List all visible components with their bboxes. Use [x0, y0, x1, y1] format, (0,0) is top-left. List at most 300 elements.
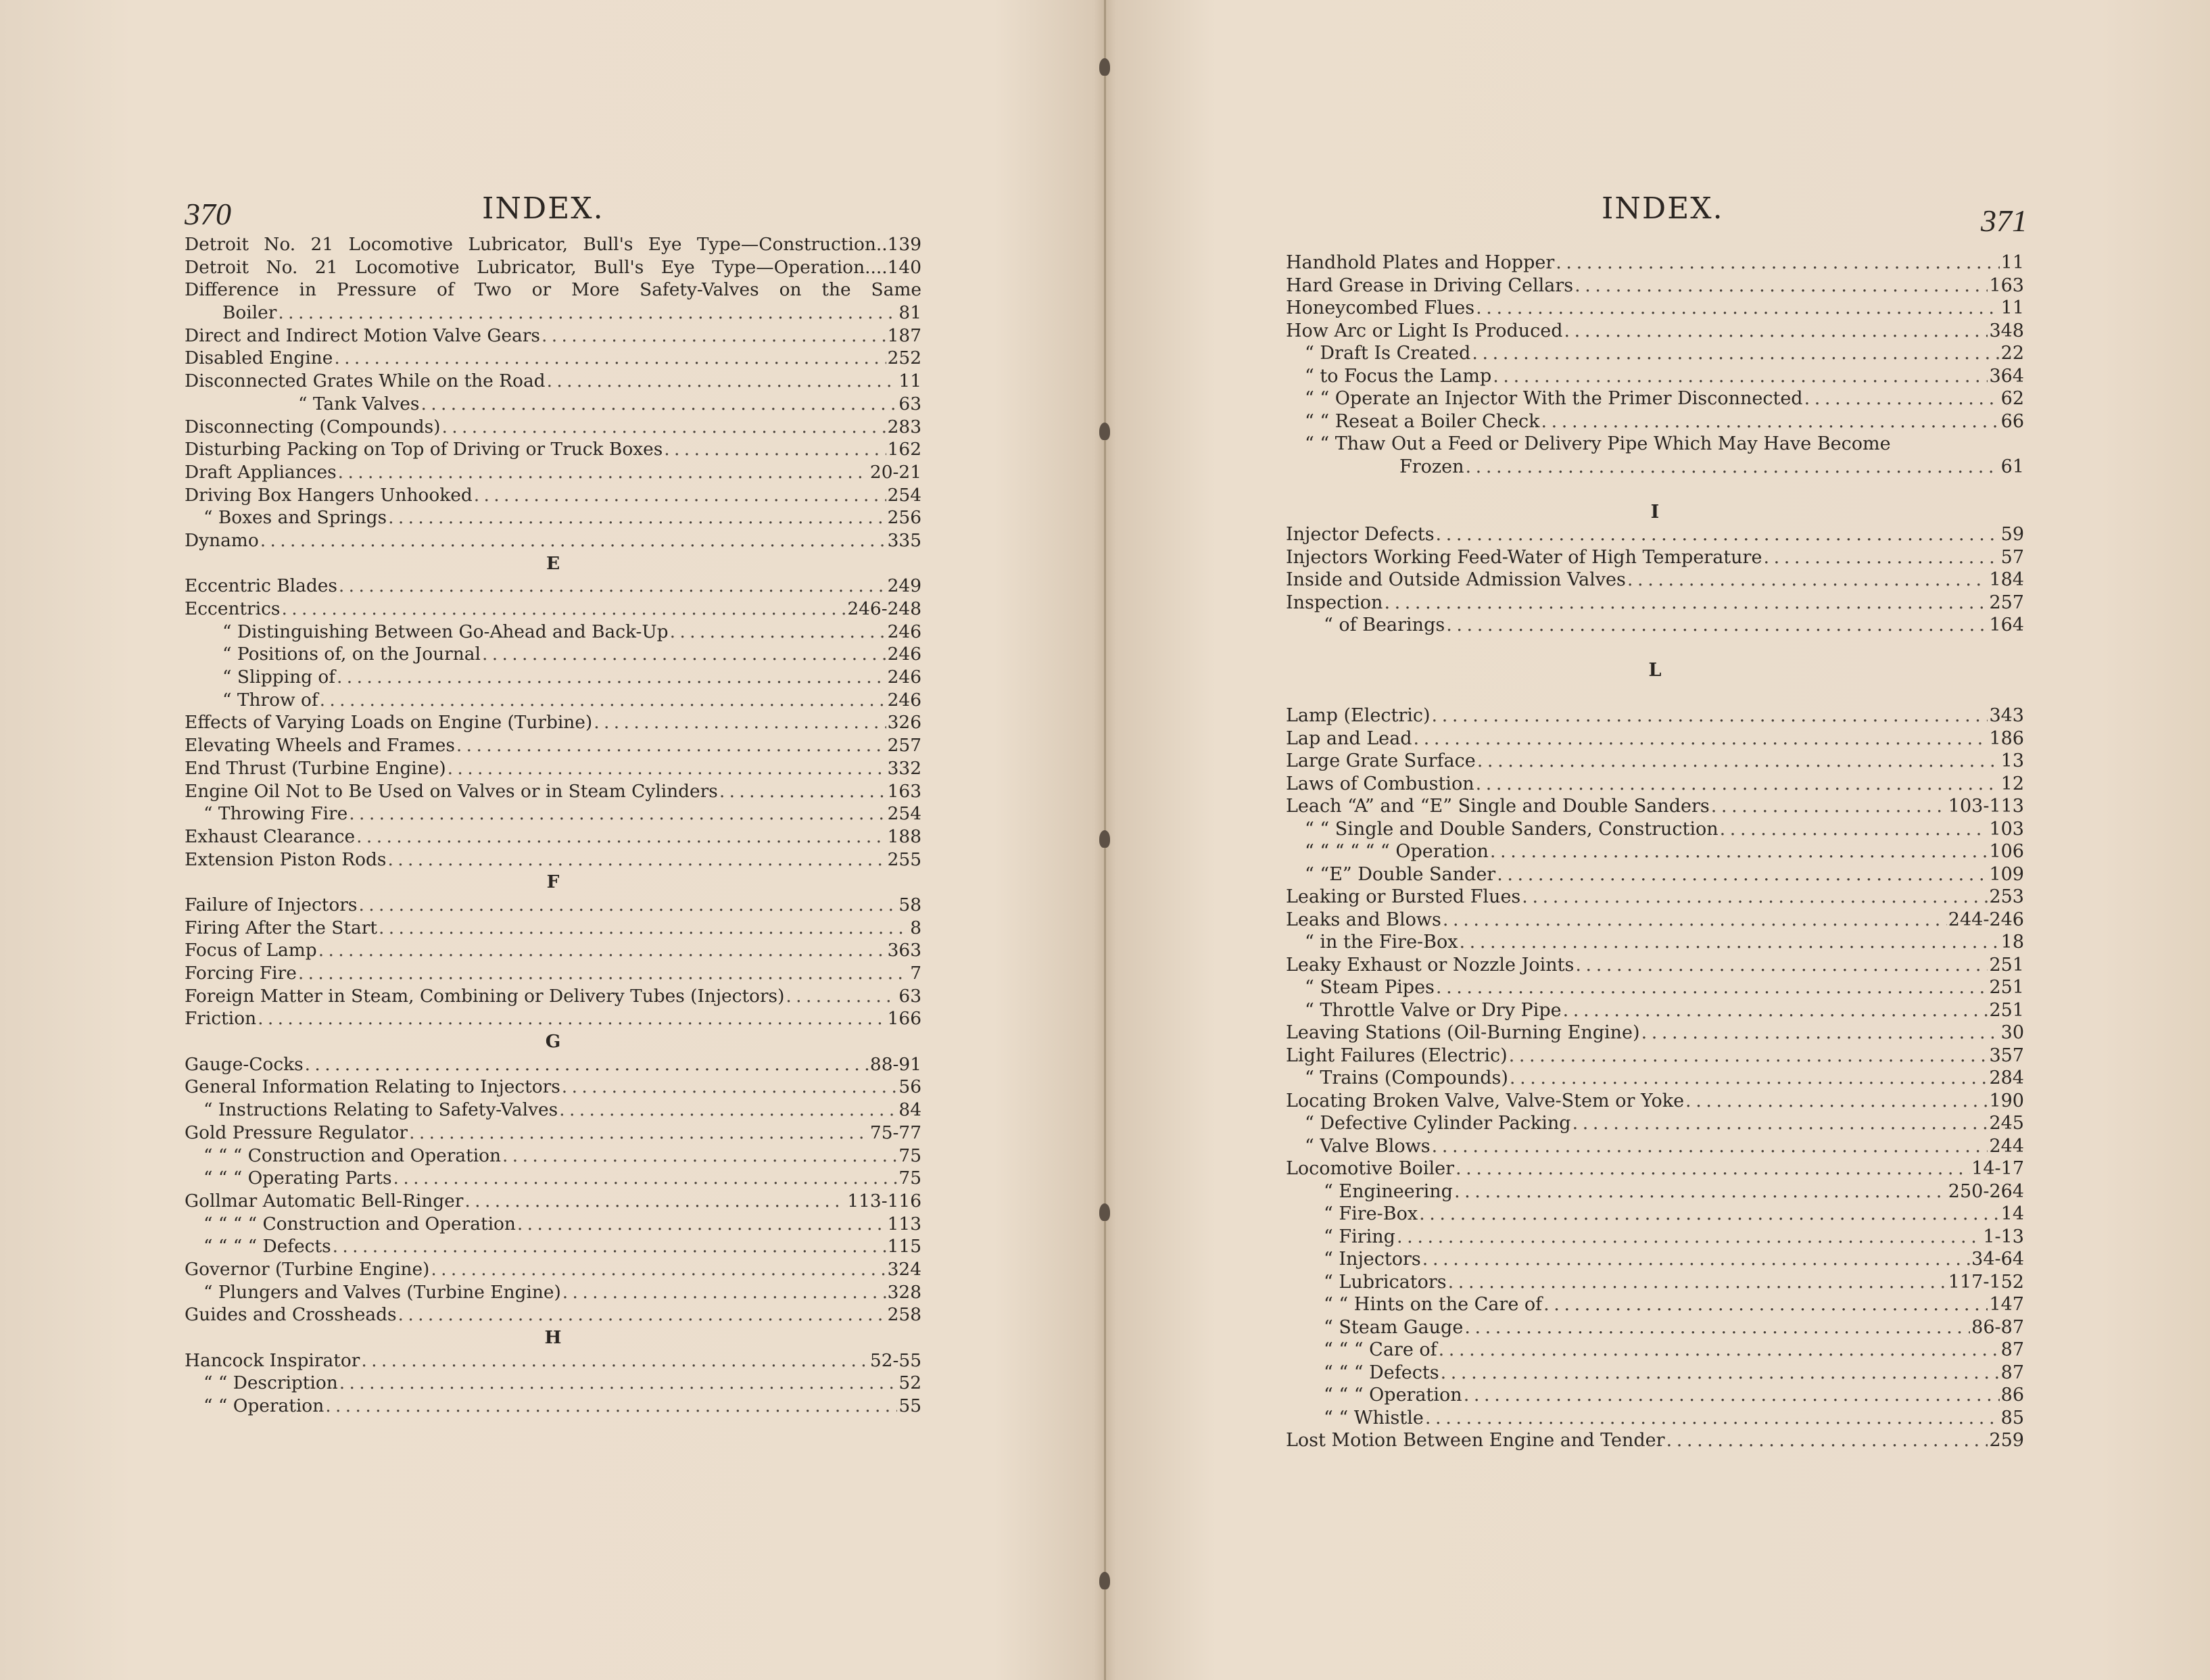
- leader-dots: [387, 848, 886, 871]
- index-entry: [185, 325, 921, 347]
- entry-text: “ “ “ Defects: [1324, 1362, 1439, 1383]
- leader-dots: [318, 939, 886, 962]
- index-entry: [1286, 433, 2024, 456]
- index-entry: [1286, 1022, 2024, 1045]
- index-entry: [185, 461, 921, 484]
- index-entry: [185, 575, 921, 598]
- index-entry: [185, 1303, 921, 1326]
- entry-text: Disconnected Grates While on the Road: [185, 370, 546, 392]
- index-entry: [185, 438, 921, 461]
- page-reference: 30: [2000, 1022, 2024, 1043]
- entry-text: “ “ “ Construction and Operation: [203, 1145, 502, 1166]
- index-entry: [1286, 886, 2024, 909]
- page-reference: 52: [898, 1372, 921, 1394]
- leader-dots: [1627, 569, 1988, 592]
- page-reference: 251: [1989, 977, 2024, 998]
- entry-text: Governor (Turbine Engine): [185, 1258, 430, 1280]
- entry-text: Honeycombed Flues: [1286, 297, 1475, 318]
- leader-dots: [1436, 976, 1988, 999]
- leader-dots: [594, 711, 886, 734]
- entry-text: Eccentric Blades: [185, 575, 337, 597]
- leader-dots: [1543, 1293, 1988, 1316]
- leader-dots: [1456, 1157, 1970, 1180]
- page-reference: 256: [887, 507, 921, 529]
- page-reference: 332: [887, 757, 921, 779]
- section-letter: E: [546, 552, 560, 574]
- index-entry: [1286, 1271, 2024, 1294]
- page-reference: 62: [2000, 388, 2024, 409]
- leader-dots: [1422, 1248, 1970, 1271]
- entry-text: Leaks and Blows: [1286, 909, 1441, 930]
- page-reference: 246-248: [847, 598, 921, 619]
- page-reference: 253: [1989, 886, 2024, 907]
- entry-text: “ Steam Pipes: [1305, 977, 1435, 998]
- entry-text: “ “ “ Operation: [1324, 1385, 1462, 1406]
- page-reference: 163: [887, 780, 921, 802]
- index-entry: [1286, 1248, 2024, 1271]
- page-reference: 250-264: [1948, 1180, 2024, 1202]
- page-title: INDEX.: [1602, 191, 1724, 226]
- leader-dots: [388, 506, 886, 529]
- leader-dots: [260, 529, 886, 552]
- page-reference: 63: [898, 985, 921, 1007]
- index-entry: [185, 1099, 921, 1122]
- entry-text: “ Plungers and Valves (Turbine Engine): [203, 1281, 561, 1303]
- leader-dots: [1476, 297, 2000, 320]
- leader-dots: [1804, 387, 2000, 410]
- index-entry: [1286, 546, 2024, 569]
- index-entry: [1286, 795, 2024, 818]
- page-reference: 11: [2000, 297, 2024, 318]
- entry-text: “ Slipping of: [222, 667, 336, 688]
- leader-dots: [1497, 863, 1988, 886]
- page-reference: 86: [2000, 1385, 2024, 1406]
- page-number: 371: [1981, 203, 2027, 238]
- entry-text: Hancock Inspirator: [185, 1349, 360, 1371]
- entry-text: “ to Focus the Lamp: [1305, 365, 1492, 387]
- page-reference: 251: [1989, 954, 2024, 976]
- entry-text: Eccentrics: [185, 598, 281, 619]
- leader-dots: [562, 1281, 886, 1304]
- leader-dots: [258, 1007, 886, 1030]
- index-entry: [1286, 1203, 2024, 1226]
- entry-text: “ Valve Blows: [1305, 1135, 1431, 1157]
- leader-dots: [325, 1395, 897, 1418]
- index-entry: [1286, 274, 2024, 297]
- page-reference: 246: [887, 689, 921, 711]
- entry-text: Driving Box Hangers Unhooked: [185, 484, 473, 506]
- entry-text: “ “ Single and Double Sanders, Construction: [1305, 818, 1719, 840]
- index-entry: [1286, 456, 2024, 479]
- leader-dots: [361, 1349, 869, 1372]
- page-reference: 335: [887, 529, 921, 551]
- index-entry: [185, 780, 921, 803]
- leader-dots: [1446, 614, 1988, 637]
- entry-text: “ Trains (Compounds): [1305, 1067, 1508, 1088]
- index-entry: [1286, 818, 2024, 841]
- page-reference: 186: [1989, 727, 2024, 749]
- leader-dots: [1541, 410, 1999, 433]
- leader-dots: [1476, 773, 2000, 796]
- entry-text: “ Fire-Box: [1324, 1203, 1418, 1224]
- entry-text: “ “ Operate an Injector With the Primer Disconnected: [1305, 388, 1803, 409]
- page-reference: 75: [898, 1168, 921, 1189]
- leader-dots: [482, 643, 886, 666]
- page-reference: 109: [1989, 863, 2024, 885]
- page-reference: 55: [898, 1395, 921, 1417]
- entry-text: Large Grate Surface: [1286, 750, 1476, 771]
- entry-text: “ “ “ “ Defects: [203, 1236, 331, 1257]
- page-reference: 103: [1989, 818, 2024, 840]
- entry-text: “ “ Operation: [203, 1395, 325, 1417]
- index-entry: [185, 1258, 921, 1281]
- page-reference: 284: [1989, 1067, 2024, 1088]
- entry-text: Lost Motion Between Engine and Tender: [1286, 1430, 1665, 1451]
- page-reference: 363: [887, 940, 921, 961]
- entry-text: Leaving Stations (Oil-Burning Engine): [1286, 1022, 1640, 1043]
- index-entry: [185, 621, 921, 644]
- leader-dots: [441, 416, 886, 439]
- page-reference: 283: [887, 416, 921, 437]
- index-entry: [1286, 1090, 2024, 1113]
- leader-dots: [542, 325, 886, 347]
- leader-dots: [502, 1145, 897, 1168]
- entry-text: “ “ Thaw Out a Feed or Delivery Pipe Which May Have Become: [1305, 433, 1891, 454]
- page-reference: 188: [887, 825, 921, 847]
- index-entry: [1286, 320, 2024, 343]
- leader-dots: [305, 1053, 869, 1076]
- index-entry: [185, 279, 921, 302]
- page-reference: 61: [2000, 456, 2024, 477]
- entry-text: Disconnecting (Compounds): [185, 416, 441, 437]
- index-entry: [1286, 410, 2024, 433]
- page-reference: 56: [898, 1076, 921, 1098]
- page-reference: 113-116: [847, 1190, 921, 1211]
- page-number: 370: [185, 197, 231, 231]
- index-entry: [1286, 1362, 2024, 1385]
- leader-dots: [1572, 1112, 1988, 1135]
- entry-text: “ “E” Double Sander: [1305, 863, 1496, 885]
- index-entry: [1286, 909, 2024, 932]
- index-entry: [1286, 1407, 2024, 1430]
- index-entry: [185, 598, 921, 621]
- index-entry: [1286, 1045, 2024, 1067]
- leader-dots: [786, 985, 897, 1008]
- leader-dots: [1509, 1045, 1988, 1067]
- section-letter: F: [546, 871, 560, 893]
- index-entry: [1286, 727, 2024, 750]
- entry-text: Handhold Plates and Hopper: [1286, 252, 1555, 273]
- leader-dots: [1575, 954, 1988, 977]
- page-reference: 166: [887, 1008, 921, 1030]
- leader-dots: [1556, 251, 1999, 274]
- leader-dots: [379, 917, 909, 940]
- leader-dots: [339, 575, 886, 598]
- page-reference: 117-152: [1948, 1271, 2024, 1293]
- entry-text: Engine Oil Not to Be Used on Valves or in Steam Cylinders: [185, 780, 718, 802]
- page-reference: 87: [2000, 1339, 2024, 1360]
- page-reference: 115: [887, 1236, 921, 1257]
- page-reference: 34-64: [1971, 1249, 2024, 1270]
- leader-dots: [298, 962, 909, 985]
- leader-dots: [1464, 1384, 2000, 1407]
- page-reference: 7: [910, 963, 921, 984]
- page-reference: 84: [898, 1099, 921, 1121]
- index-entry: [185, 1281, 921, 1304]
- blank-line: [1286, 637, 2024, 660]
- page-reference: 255: [887, 848, 921, 870]
- leader-dots: [1472, 342, 1999, 365]
- index-entry: [1286, 931, 2024, 954]
- entry-text: Injectors Working Feed-Water of High Temperature: [1286, 546, 1762, 568]
- leader-dots: [338, 461, 869, 484]
- leader-dots: [1720, 818, 1988, 841]
- entry-text: Gauge-Cocks: [185, 1053, 304, 1075]
- page-reference: 52-55: [869, 1349, 921, 1371]
- index-entry: [185, 1213, 921, 1236]
- page-reference: 88-91: [869, 1053, 921, 1075]
- entry-text: Laws of Combustion: [1286, 773, 1474, 794]
- entry-text: Draft Appliances: [185, 461, 337, 483]
- index-entry: [185, 1235, 921, 1258]
- entry-text: Disabled Engine: [185, 347, 333, 369]
- index-entry: [1286, 297, 2024, 320]
- index-entry: [1286, 704, 2024, 727]
- leader-dots: [1448, 1271, 1947, 1294]
- index-entries: [1286, 251, 2024, 1452]
- entry-text: Lap and Lead: [1286, 727, 1412, 749]
- entry-text: “ Positions of, on the Journal: [222, 644, 481, 665]
- leader-dots: [547, 370, 898, 393]
- leader-dots: [1711, 795, 1947, 818]
- index-entry: [185, 1167, 921, 1190]
- page-reference: 147: [1989, 1294, 2024, 1315]
- page-reference: 18: [2000, 932, 2024, 953]
- entry-text: Locomotive Boiler: [1286, 1158, 1454, 1179]
- index-entry: [1286, 1112, 2024, 1135]
- leader-dots: [1666, 1429, 1988, 1452]
- section-letter: H: [544, 1327, 562, 1348]
- right-page: [1105, 0, 2210, 1680]
- entry-text: “ “ Description: [203, 1372, 338, 1394]
- index-entry: [185, 643, 921, 666]
- leader-dots: [1477, 750, 2000, 773]
- page-reference: 246: [887, 621, 921, 642]
- entry-text: Hard Grease in Driving Cellars: [1286, 274, 1574, 296]
- leader-dots: [1763, 546, 1999, 569]
- index-entry: [185, 1349, 921, 1372]
- entry-text: Direct and Indirect Motion Valve Gears: [185, 325, 540, 346]
- entry-text: Inspection: [1286, 592, 1383, 613]
- page-reference: 190: [1989, 1090, 2024, 1111]
- entry-text: Extension Piston Rods: [185, 848, 387, 870]
- leader-dots: [281, 598, 846, 621]
- page-reference: 113: [887, 1213, 921, 1234]
- index-entry: [185, 302, 921, 325]
- entry-text: “ Throw of: [222, 689, 318, 711]
- leader-dots: [1454, 1180, 1947, 1203]
- leader-dots: [1436, 523, 2000, 546]
- section-letter: L: [1648, 660, 1662, 681]
- index-entry: [1286, 1135, 2024, 1158]
- index-entry: [1286, 999, 2024, 1022]
- page-reference: 364: [1989, 365, 2024, 387]
- entry-text: “ Tank Valves: [298, 393, 420, 414]
- index-entry: [185, 529, 921, 552]
- page-reference: 163: [1989, 274, 2024, 296]
- entry-text: Failure of Injectors: [185, 894, 358, 915]
- page-reference: 85: [2000, 1407, 2024, 1429]
- leader-dots: [1892, 433, 2023, 456]
- entry-text: “ Instructions Relating to Safety-Valves: [203, 1099, 558, 1121]
- page-reference: 59: [2000, 524, 2024, 545]
- page-reference: 357: [1989, 1045, 2024, 1066]
- page-reference: 258: [887, 1304, 921, 1326]
- leader-dots: [1439, 1339, 2000, 1362]
- leader-dots: [1641, 1022, 2000, 1045]
- page-reference: 12: [2000, 773, 2024, 794]
- section-letter: I: [1650, 501, 1660, 523]
- page-reference: 246: [887, 667, 921, 688]
- page-reference: 328: [887, 1281, 921, 1303]
- page-reference: 245: [1989, 1113, 2024, 1134]
- entry-text: “ “ Reseat a Boiler Check: [1305, 410, 1540, 432]
- entry-text: End Thrust (Turbine Engine): [185, 757, 446, 779]
- leader-dots: [1432, 1135, 1988, 1158]
- leader-dots: [559, 1099, 897, 1122]
- index-entry: [1286, 1316, 2024, 1339]
- page-reference: 86-87: [1971, 1316, 2024, 1338]
- leader-dots: [517, 1213, 886, 1236]
- index-entry: [185, 711, 921, 734]
- index-entry: [185, 1395, 921, 1418]
- leader-dots: [320, 689, 886, 712]
- entry-text: Gollmar Automatic Bell-Ringer: [185, 1190, 464, 1211]
- entry-text: Boiler: [222, 302, 277, 324]
- index-entry: [1286, 523, 2024, 546]
- entry-text: “ “ Whistle: [1324, 1407, 1424, 1429]
- index-entry: [185, 347, 921, 370]
- leader-dots: [1493, 365, 1988, 388]
- leader-dots: [1441, 1362, 2000, 1385]
- leader-dots: [334, 347, 886, 370]
- index-entry: [185, 689, 921, 712]
- page-reference: 14-17: [1971, 1158, 2024, 1179]
- leader-dots: [1490, 840, 1988, 863]
- leader-dots: [1414, 727, 1988, 750]
- entry-text: Detroit No. 21 Locomotive Lubricator, Bull's Eye Type—Operation....140: [185, 256, 921, 278]
- index-entry: [185, 484, 921, 507]
- blank-line: [1286, 478, 2024, 501]
- index-entry: [1286, 976, 2024, 999]
- leader-dots: [1432, 704, 1988, 727]
- entry-text: “ Boxes and Springs: [203, 507, 387, 529]
- entry-text: “ Throttle Valve or Dry Pipe: [1305, 999, 1562, 1021]
- index-entry: [1286, 1067, 2024, 1090]
- entry-text: Injector Defects: [1286, 524, 1435, 545]
- leader-dots: [1466, 456, 2000, 479]
- page-reference: 13: [2000, 750, 2024, 771]
- entry-text: Inside and Outside Admission Valves: [1286, 569, 1626, 590]
- index-entry: [185, 985, 921, 1008]
- entry-text: “ Draft Is Created: [1305, 343, 1471, 364]
- index-entry: [185, 848, 921, 871]
- leader-dots: [1522, 886, 1988, 909]
- entry-text: “ “ “ Care of: [1324, 1339, 1437, 1360]
- index-entry: [185, 734, 921, 757]
- index-entry: [185, 1190, 921, 1213]
- leader-dots: [1685, 1090, 1988, 1113]
- page-reference: 81: [898, 302, 921, 324]
- leader-dots: [664, 438, 886, 461]
- entry-text: “ Injectors: [1324, 1249, 1421, 1270]
- index-entry: [1286, 365, 2024, 388]
- entry-text: “ in the Fire-Box: [1305, 932, 1458, 953]
- index-entry: [185, 1007, 921, 1030]
- page-reference: 249: [887, 575, 921, 597]
- page-reference: 58: [898, 894, 921, 915]
- index-entry: [185, 939, 921, 962]
- index-entry: [185, 1122, 921, 1145]
- page-reference: 63: [898, 393, 921, 414]
- leader-dots: [670, 621, 886, 644]
- leader-dots: [339, 1372, 898, 1395]
- index-entry: [1286, 1429, 2024, 1452]
- entry-text: Friction: [185, 1008, 257, 1030]
- index-entry: [1286, 1226, 2024, 1249]
- page-reference: 75: [898, 1145, 921, 1166]
- leader-dots: [349, 802, 886, 825]
- page-reference: 246: [887, 644, 921, 665]
- index-entry: [1286, 1180, 2024, 1203]
- entry-text: “ Throwing Fire: [203, 803, 348, 825]
- entry-text: Lamp (Electric): [1286, 705, 1431, 726]
- entry-text: “ “ “ Operating Parts: [203, 1168, 392, 1189]
- leader-dots: [1464, 1316, 1970, 1339]
- leader-dots: [474, 484, 886, 507]
- page-reference: 252: [887, 347, 921, 369]
- leader-dots: [1575, 274, 1988, 297]
- leader-dots: [398, 1303, 886, 1326]
- blank-line: [1286, 682, 2024, 705]
- leader-dots: [333, 1235, 886, 1258]
- leader-dots: [356, 825, 886, 848]
- leader-dots: [1460, 931, 2000, 954]
- entry-text: Disturbing Packing on Top of Driving or Truck Boxes: [185, 439, 663, 460]
- index-entry: [185, 393, 921, 416]
- leader-dots: [1397, 1226, 1981, 1249]
- page-reference: 87: [2000, 1362, 2024, 1383]
- page-reference: 251: [1989, 999, 2024, 1021]
- leader-dots: [431, 1258, 886, 1281]
- entry-text: Exhaust Clearance: [185, 825, 356, 847]
- entry-text: Foreign Matter in Steam, Combining or Delivery Tubes (Injectors): [185, 985, 785, 1007]
- index-entry: [185, 1053, 921, 1076]
- page-reference: 20-21: [869, 461, 921, 483]
- index-entry: [185, 506, 921, 529]
- index-entries: [185, 233, 921, 1418]
- entry-text: Effects of Varying Loads on Engine (Turbine): [185, 712, 593, 734]
- index-entry: [185, 825, 921, 848]
- entry-text: Elevating Wheels and Frames: [185, 735, 455, 757]
- section-letter: G: [545, 1031, 561, 1053]
- entry-text: Difference in Pressure of Two or More Safety-Valves on the Same: [185, 279, 921, 301]
- page-reference: 244-246: [1948, 909, 2024, 930]
- entry-text: Frozen: [1399, 456, 1464, 477]
- leader-dots: [456, 734, 886, 757]
- index-entry: [185, 416, 921, 439]
- index-entry: [185, 802, 921, 825]
